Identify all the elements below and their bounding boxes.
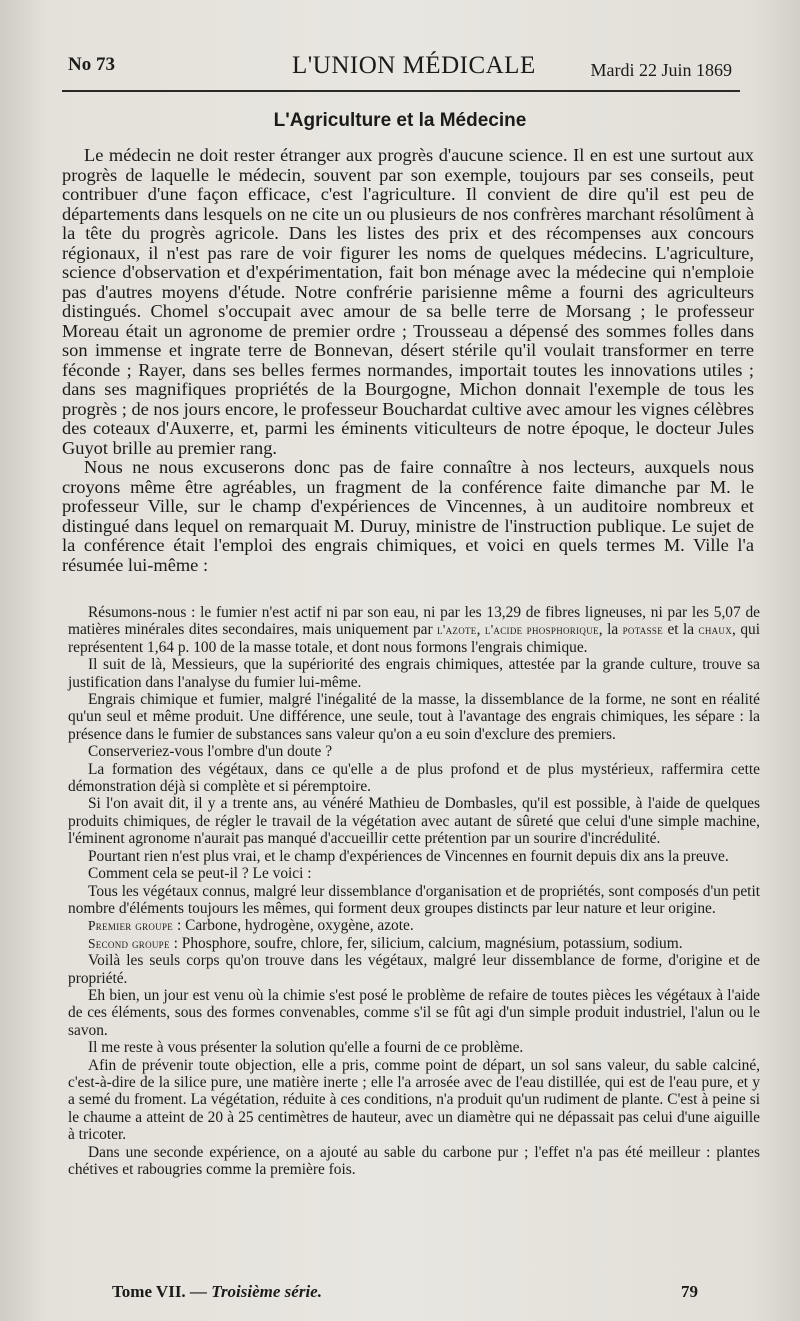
paragraph: Il me reste à vous présenter la solution qu'elle a fourni de ce problème. [88,1039,524,1057]
group-elements: : Phosphore, soufre, chlore, fer, silicium, calcium, magnésium, potassium, sodium. [169,934,683,952]
paragraph: Tous les végétaux connus, malgré leur dissemblance d'organisation et de propriétés, sont composés d'un petit nombre d'éléments toujours les mêmes, qui forment deux groupes distincts par leur nature et leur origine. [68,882,760,917]
paragraph: Eh bien, un jour est venu où la chimie s'est posé le problème de refaire de toutes pièces les végétaux à l'aide de ces éléments, sous des formes convenables, comme s'il se fût agi d'un simple produit industriel, l'alun ou le savon. [68,986,760,1039]
paragraph: Dans une seconde expérience, on a ajouté au sable du carbone pur ; l'effet n'a pas été meilleur : plantes chétives et rabougries comme la première fois. [68,1143,760,1178]
text-run: , la [598,621,623,639]
volume-label: Tome VII. — [112,1282,212,1301]
term-acide-phosphorique: l'acide phosphorique [484,622,599,638]
element-group-2 [68,935,760,952]
article-body-quoted [68,604,760,1178]
paragraph: La formation des végétaux, dans ce qu'elle a de plus profond et de plus mystérieux, raffermira cette démonstration déjà si complète et si péremptoire. [68,760,760,796]
group-label: Premier groupe [88,918,174,934]
paragraph: Il suit de là, Messieurs, que la supériorité des engrais chimiques, attestée par la grande culture, trouve sa justification dans l'analyse du fumier lui-même. [68,656,760,691]
paragraph: Pourtant rien n'est plus vrai, et le champ d'expériences de Vincennes en fournit depuis dix ans la preuve. [88,847,729,865]
paragraph: Nous ne nous excuserons donc pas de faire connaître à nos lecteurs, auxquels nous croyons même être agréables, un fragment de la conférence faite dimanche par M. le professeur Ville, sur le champ d'expériences de Vincennes, à un auditoire nombreux et distingué dans lequel on remarquait M. Duruy, ministre de l'instruction publique. Le sujet de la conférence était l'emploi des engrais chimiques, et voici en quels termes M. Ville l'a résumée lui-même : [62,457,754,575]
paragraph: Conserveriez-vous l'ombre d'un doute ? [88,743,333,761]
paragraph: Voilà les seuls corps qu'on trouve dans les végétaux, malgré leur dissemblance de forme, d'origine et de propriété. [68,952,760,987]
page-header [60,50,740,86]
issue-date: Mardi 22 Juin 1869 [590,60,732,80]
term-potasse: potasse [622,622,664,638]
paragraph: Engrais chimique et fumier, malgré l'inégalité de la masse, la dissemblance de la forme, ne sont en réalité qu'un seul et même produit. Une différence, une seule, tout à l'avantage des engrais chimiques, les sépare : la présence dans le fumier de substances sans valeur qu'on a eu soin d'exclure des premiers. [68,691,760,743]
paragraph [68,604,760,656]
article-body-large [62,146,754,575]
paragraph: Afin de prévenir toute objection, elle a pris, comme point de départ, un sol sans valeur, du sable calciné, c'est-à-dire de la silice pure, une matière inerte ; elle l'a arrosée avec de l'eau distillée, qui est de l'eau pure, et y a semé du froment. La végétation, réduite à ces conditions, n'a produit qu'un rudiment de plante. C'est à peine si le chaume a atteint de 20 à 25 centimètres de hauteur, avec un diamètre qui ne dépassait pas celui d'une aiguille à tricoter. [68,1056,760,1144]
group-label: Second groupe [88,935,170,951]
article-title: L'Agriculture et la Médecine [273,110,527,131]
term-azote: l'azote [437,622,477,638]
volume-info [112,1282,322,1302]
text-run: , qui représentent 1,64 p. 100 de la masse totale, et dont nous formons l'engrais chimique. [68,621,760,656]
element-group-1 [68,917,760,934]
text-run: , [476,621,485,639]
header-rule [62,90,740,92]
page-number: 79 [681,1282,698,1301]
text-run: Résumons-nous : le fumier n'est actif ni par son eau, ni par les 13,29 de fibres ligneuses, ni par les 5,07 de matières minérales dites secondaires, mais uniquement par [68,604,760,639]
term-chaux: chaux [698,622,733,638]
paragraph: Comment cela se peut-il ? Le voici : [88,865,312,883]
series-label: Troisième série. [211,1282,322,1301]
paragraph: Si l'on avait dit, il y a trente ans, au vénéré Mathieu de Dombasles, qu'il est possible, à l'aide de quelques produits chimiques, de régler le travail de la végétation avec autant de sûreté que celui d'une simple machine, l'éminent agronome n'aurait pas manqué d'accueillir cette prétention par un sourire d'incrédulité. [68,795,760,848]
text-run: et la [663,621,699,639]
group-elements: : Carbone, hydrogène, oxygène, azote. [173,917,414,935]
paragraph: Le médecin ne doit rester étranger aux progrès d'aucune science. Il en est une surtout aux progrès de laquelle le médecin, souvent par son exemple, toujours par ses conseils, peut contribuer d'une façon efficace, c'est l'agriculture. Il convient de dire qu'il est peu de départements dans lesquels on ne cite un ou plusieurs de nos confrères marchant résolûment à la tête du progrès agricole. Dans les listes des prix et des récompenses aux concours régionaux, il n'est pas rare de voir figurer les noms de quelques médecins. L'agriculture, science d'observation et d'expérimentation, fait bon ménage avec la médecine qui n'emploie pas d'autres moyens d'étude. Notre confrérie parisienne même a fourni des agriculteurs distingués. Chomel s'occupait avec amour de sa belle terre de Morsang ; le professeur Moreau était un agronome de premier ordre ; Trousseau a dépensé des sommes folles dans son immense et ingrate terre de Bonnevan, désert stérile qu'il voulait transformer en terre féconde ; Rayer, dans ses belles fermes normandes, importait toutes les innovations utiles ; dans ses magnifiques propriétés de la Bourgogne, Michon donnait l'exemple de tous les progrès ; de nos jours encore, le professeur Bouchardat cultive avec amour les vignes célèbres des coteaux d'Auxerre, et, parmi les éminents viticulteurs de notre époque, le docteur Jules Guyot brille au premier rang. [62,145,754,458]
page-footer [60,1282,740,1306]
issue-number: No 73 [68,54,115,75]
journal-title: L'UNION MÉDICALE [292,52,536,79]
